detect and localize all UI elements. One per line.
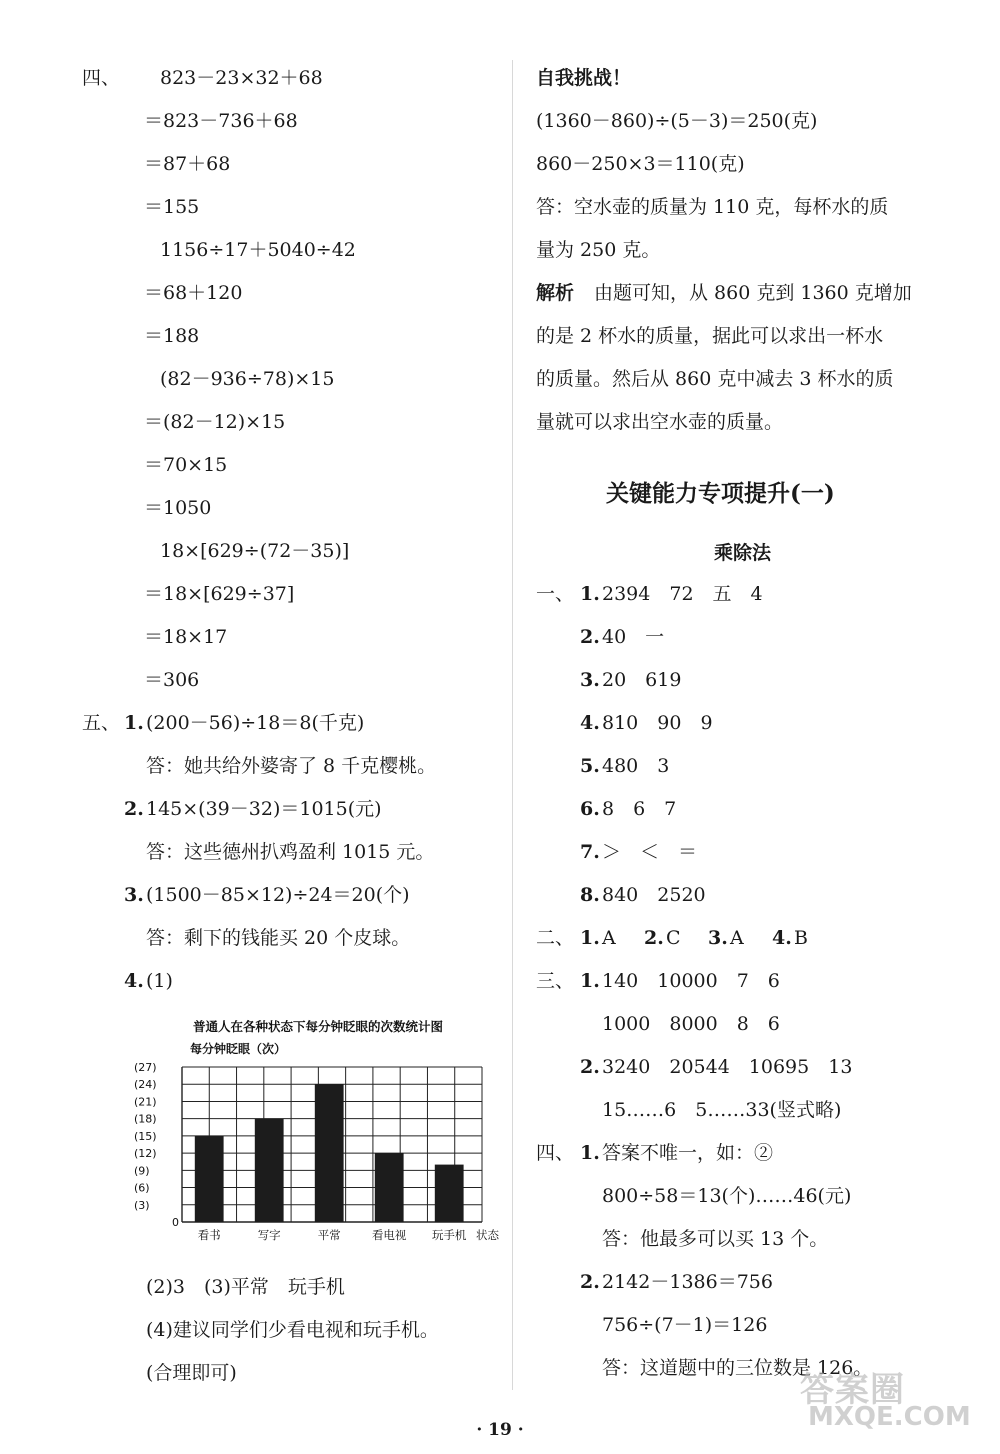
item-number: 4. — [772, 927, 792, 949]
challenge-title: 自我挑战！ — [536, 67, 632, 89]
bar-chart — [128, 1015, 508, 1255]
item-answer: C — [666, 927, 681, 949]
answer: 答：剩下的钱能买 20 个皮球。 — [146, 927, 411, 949]
calc-line: ＝70×15 — [144, 454, 228, 476]
item-answer: 810 90 9 — [602, 712, 713, 734]
item-number: 7. — [580, 841, 600, 863]
equation: 800÷58＝13(个)……46(元) — [602, 1185, 852, 1207]
sub-question: (1) — [146, 970, 173, 992]
calc-line: 1156÷17＋5040÷42 — [160, 239, 356, 261]
y-tick-label: (6) — [134, 1181, 150, 1195]
y-tick-label: (9) — [134, 1164, 150, 1178]
item-answer: 答案不唯一，如：② — [602, 1142, 774, 1164]
equation: (200－56)÷18＝8(千克) — [146, 712, 365, 734]
sub-answer: (4)建议同学们少看电视和玩手机。 — [146, 1319, 439, 1341]
answer: 答：这道题中的三位数是 126。 — [602, 1357, 873, 1379]
x-tick-label: 看电视 — [371, 1228, 407, 1242]
chart-xlabel: 状态 — [476, 1228, 499, 1242]
calc-line: ＝306 — [144, 669, 200, 691]
y-tick-label: (18) — [134, 1112, 157, 1126]
item-number: 6. — [580, 798, 600, 820]
item-number: 2. — [580, 1271, 600, 1293]
item-number: 3. — [580, 669, 600, 691]
chart-ylabel: 每分钟眨眼（次） — [190, 1042, 287, 1056]
calc-line: ＝823－736＋68 — [144, 110, 298, 132]
part-3-label: 三、 — [536, 970, 575, 992]
bar — [195, 1136, 224, 1222]
item-answer: 40 一 — [602, 626, 665, 648]
calc-line: (82－936÷78)×15 — [160, 368, 335, 390]
item-number: 1. — [580, 1142, 600, 1164]
watermark-url: MXQE.COM — [808, 1402, 971, 1432]
item-answer: A — [730, 927, 744, 949]
watermark-logo: 答案圈 — [800, 1370, 905, 1410]
calc-line: ＝68＋120 — [144, 282, 243, 304]
calc-line: 860－250×3＝110(克) — [536, 153, 745, 175]
sub-answer: (2)3 (3)平常 玩手机 — [146, 1276, 345, 1298]
chart-yticks — [134, 1061, 179, 1229]
item-number: 2. — [580, 626, 600, 648]
item-answer: 3240 20544 10695 13 — [602, 1056, 853, 1078]
question-number: 1. — [124, 712, 144, 734]
bar — [315, 1084, 344, 1222]
calc-line: ＝(82－12)×15 — [144, 411, 286, 433]
bar — [255, 1119, 284, 1222]
calc-line: ＝18×[629÷37] — [144, 583, 295, 605]
item-answer: 1000 8000 8 6 — [602, 1013, 780, 1035]
item-answer: 140 10000 7 6 — [602, 970, 780, 992]
equation: (1500－85×12)÷24＝20(个) — [146, 884, 410, 906]
column-divider — [512, 60, 513, 1390]
question-number: 3. — [124, 884, 144, 906]
y-tick-label: (3) — [134, 1198, 150, 1212]
item-answer: 2394 72 五 4 — [602, 583, 763, 605]
analysis-text: 的是 2 杯水的质量，据此可以求出一杯水 — [536, 325, 884, 347]
x-tick-label: 平常 — [317, 1228, 341, 1242]
x-tick-label: 写字 — [257, 1228, 281, 1242]
question-number: 2. — [124, 798, 144, 820]
bar — [435, 1165, 464, 1222]
item-number: 1. — [580, 583, 600, 605]
calc-line: ＝1050 — [144, 497, 212, 519]
item-answer: 20 619 — [602, 669, 682, 691]
answer: 答：他最多可以买 13 个。 — [602, 1228, 829, 1250]
question-number: 4. — [124, 970, 144, 992]
item-answer: A — [602, 927, 616, 949]
answer: 量为 250 克。 — [536, 239, 661, 261]
answer: 答：这些德州扒鸡盈利 1015 元。 — [146, 841, 435, 863]
analysis-text: 由题可知，从 860 克到 1360 克增加 — [594, 282, 912, 304]
item-number: 3. — [708, 927, 728, 949]
analysis-text: 量就可以求出空水壶的质量。 — [536, 411, 784, 433]
note: (合理即可) — [146, 1362, 237, 1384]
y-tick-label: (15) — [134, 1129, 157, 1143]
calc-line: ＝87＋68 — [144, 153, 231, 175]
calc-line: ＝188 — [144, 325, 200, 347]
y-tick-label: (24) — [134, 1078, 157, 1092]
y-tick-label: 0 — [172, 1216, 179, 1229]
calc-line: ＝155 — [144, 196, 200, 218]
item-answer: 8 6 7 — [602, 798, 677, 820]
x-tick-label: 玩手机 — [431, 1228, 467, 1242]
item-number: 4. — [580, 712, 600, 734]
item-number: 8. — [580, 884, 600, 906]
item-answer: ＞ ＜ ＝ — [602, 841, 698, 863]
item-answer: 840 2520 — [602, 884, 706, 906]
y-tick-label: (12) — [134, 1147, 157, 1161]
chart-title: 普通人在各种状态下每分钟眨眼的次数统计图 — [192, 1019, 444, 1034]
calc-line: (1360－860)÷(5－3)＝250(克) — [536, 110, 818, 132]
answer: 答：她共给外婆寄了 8 千克樱桃。 — [146, 755, 437, 777]
y-tick-label: (27) — [134, 1061, 157, 1074]
analysis-label: 解析 — [536, 282, 575, 304]
item-answer: 480 3 — [602, 755, 670, 777]
equation: 2142－1386＝756 — [602, 1271, 773, 1293]
chart-xticks — [198, 1228, 467, 1242]
item-answer: 15……6 5……33(竖式略) — [602, 1099, 842, 1121]
equation: 145×(39－32)＝1015(元) — [146, 798, 382, 820]
sub-title: 乘除法 — [714, 542, 772, 564]
section-title: 关键能力专项提升(一) — [606, 480, 835, 507]
page-number: · 19 · — [476, 1420, 524, 1440]
bar — [375, 1153, 404, 1222]
equation: 756÷(7－1)＝126 — [602, 1314, 768, 1336]
item-answer: B — [794, 927, 808, 949]
y-tick-label: (21) — [134, 1095, 157, 1109]
part-1-label: 一、 — [536, 583, 575, 605]
item-number: 5. — [580, 755, 600, 777]
item-number: 1. — [580, 970, 600, 992]
calc-line: 18×[629÷(72－35)] — [160, 540, 350, 562]
item-number: 1. — [580, 927, 600, 949]
section-4-label: 四、 — [82, 67, 121, 89]
part-2-label: 二、 — [536, 927, 575, 949]
part-4-label: 四、 — [536, 1142, 575, 1164]
item-number: 2. — [644, 927, 664, 949]
item-number: 2. — [580, 1056, 600, 1078]
calc-line: ＝18×17 — [144, 626, 228, 648]
calc-line: 823－23×32＋68 — [160, 67, 323, 89]
analysis-text: 的质量。然后从 860 克中减去 3 杯水的质 — [536, 368, 894, 390]
x-tick-label: 看书 — [197, 1228, 221, 1242]
answer: 答：空水壶的质量为 110 克，每杯水的质 — [536, 196, 889, 218]
section-5-label: 五、 — [82, 712, 121, 734]
